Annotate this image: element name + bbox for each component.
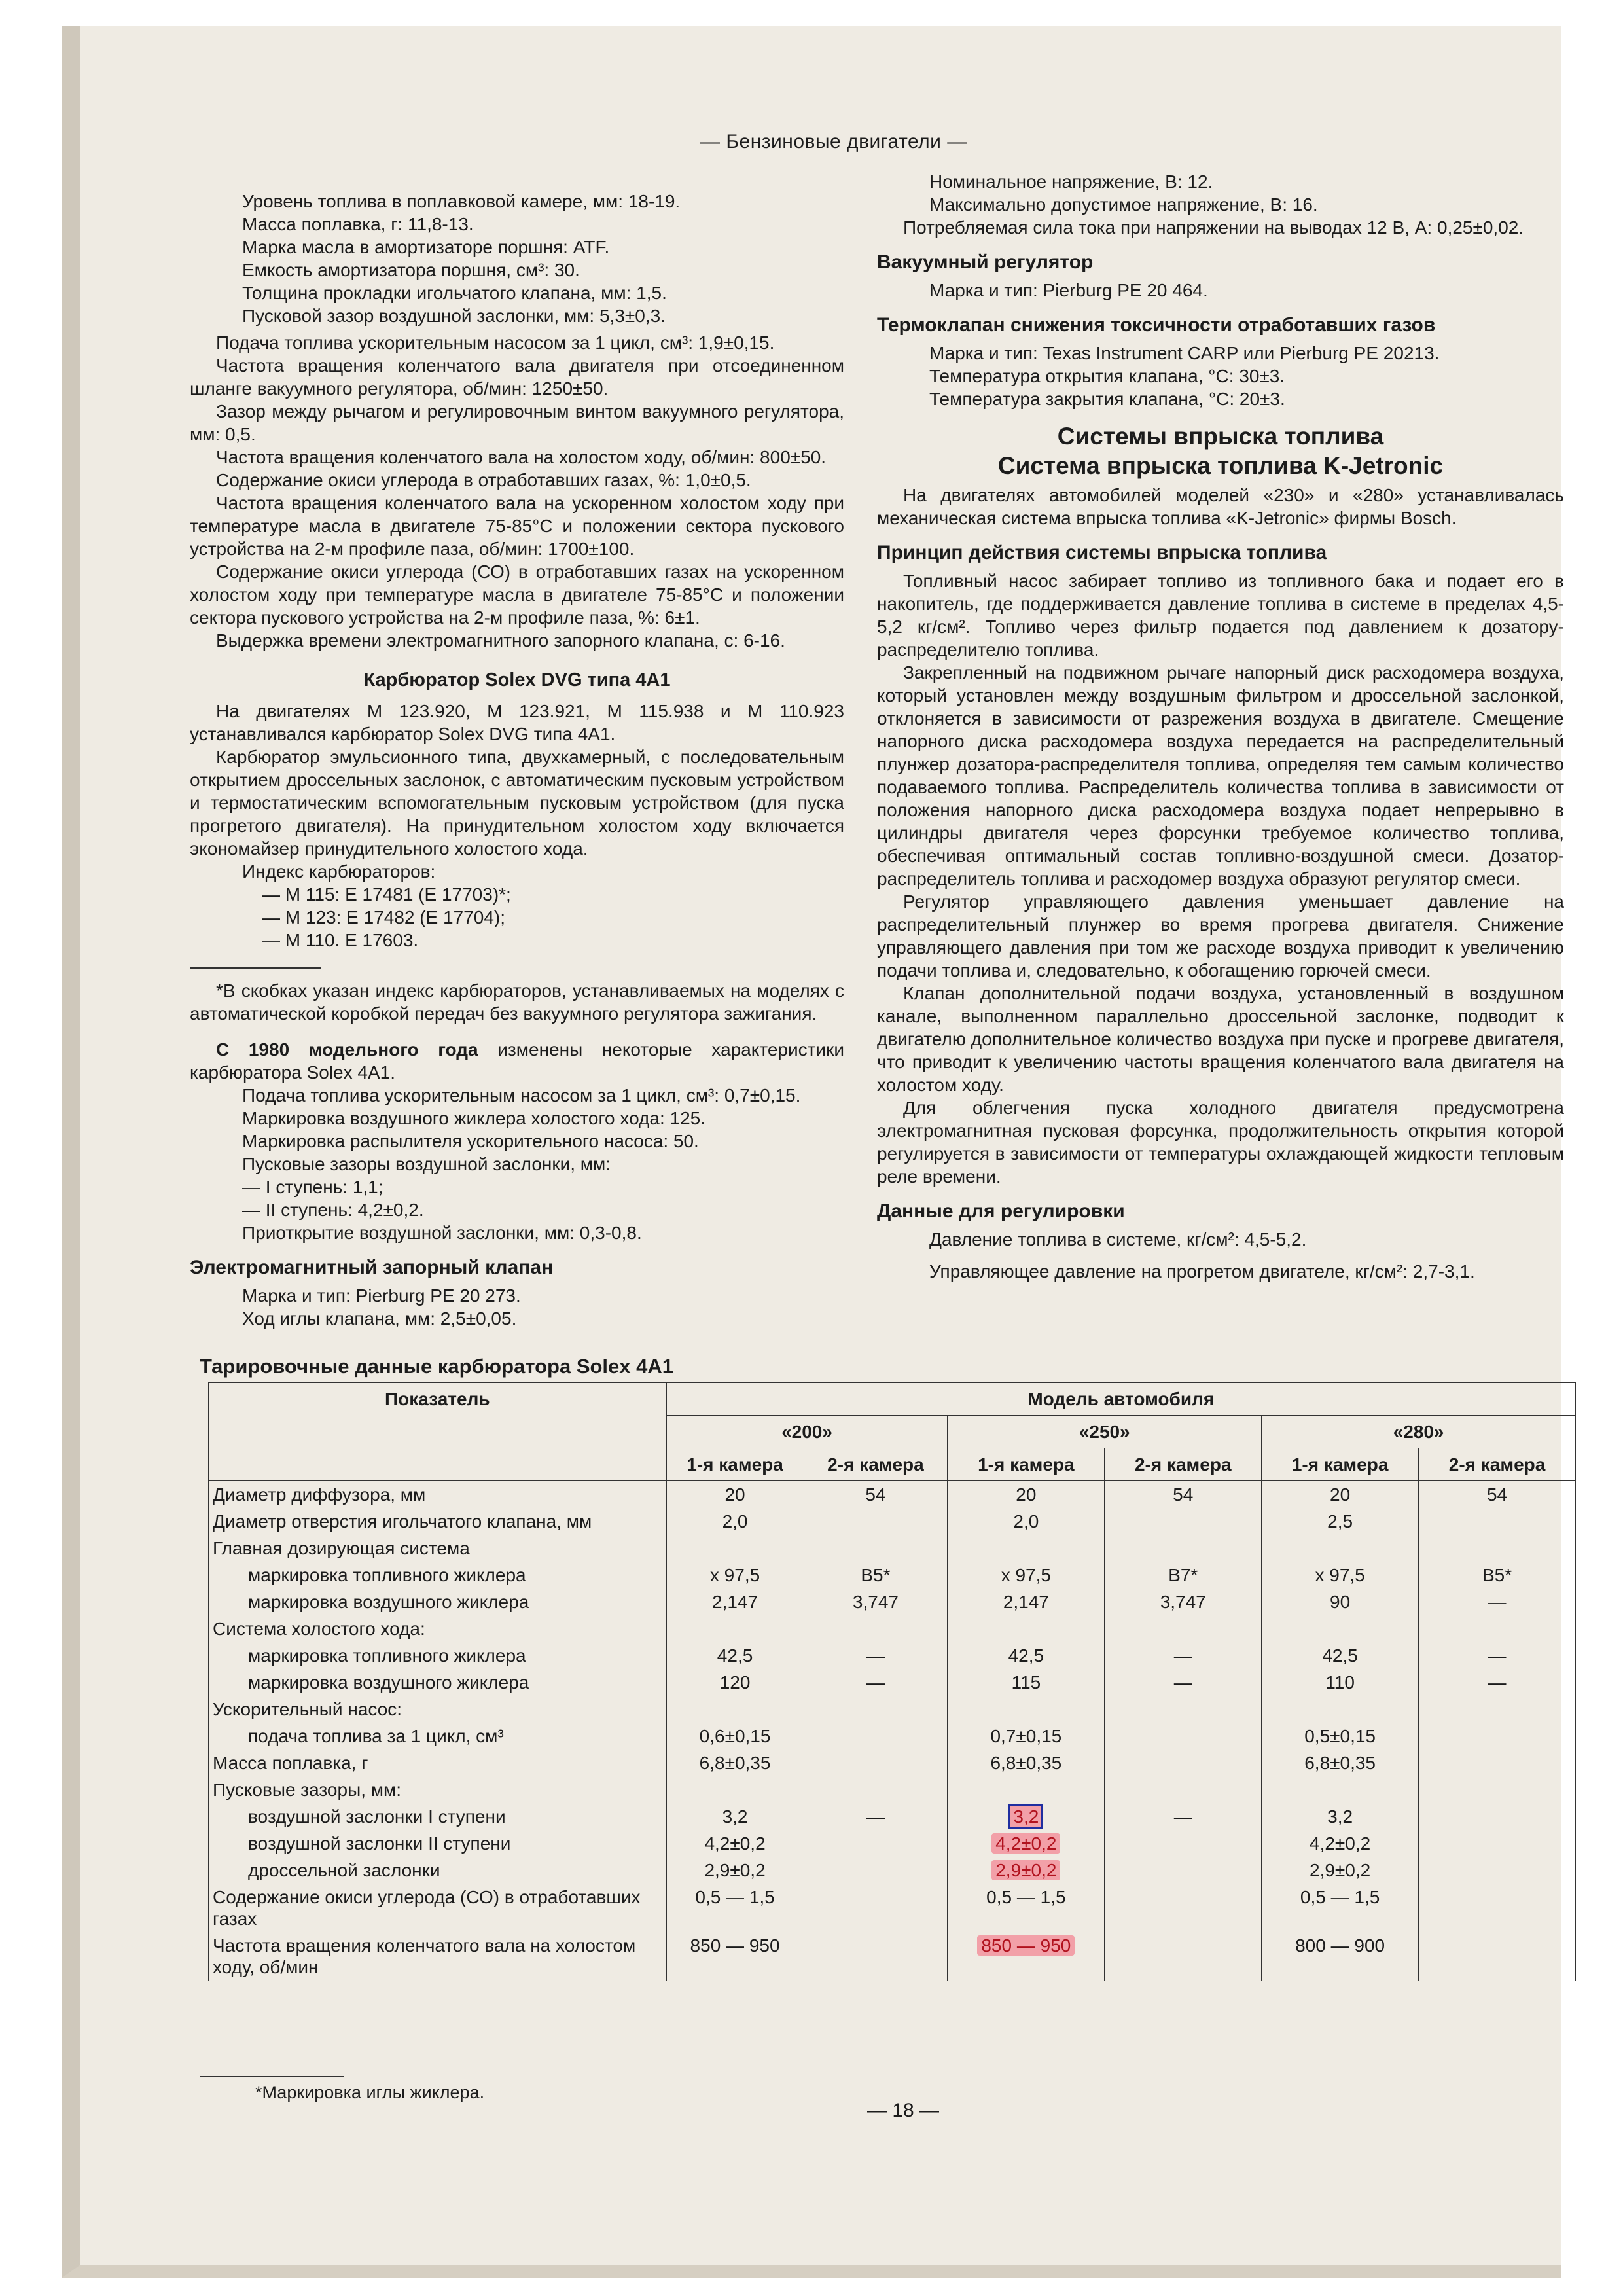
- table-cell: [948, 1669, 1105, 1696]
- table-cell: [1105, 1669, 1262, 1696]
- table-cell: [804, 1588, 948, 1615]
- table-cell: [666, 1535, 804, 1562]
- table-cell: [948, 1562, 1105, 1588]
- row-label: Частота вращения коленчатого вала на холостом ходу, об/мин: [209, 1932, 667, 1981]
- table-cell: [1105, 1932, 1262, 1981]
- footnote-separator: [190, 967, 321, 969]
- cell-value: 120: [719, 1672, 751, 1693]
- table-cell: [1419, 1535, 1576, 1562]
- table-cell: [804, 1803, 948, 1830]
- table-cell: [804, 1776, 948, 1803]
- table-row: [209, 1642, 1576, 1669]
- row-label: дроссельной заслонки: [209, 1857, 667, 1884]
- table-cell: [666, 1776, 804, 1803]
- header-chamber: 2-я камера: [1419, 1448, 1576, 1481]
- table-cell: [1105, 1588, 1262, 1615]
- header-model-280: «280»: [1262, 1416, 1576, 1448]
- table-cell: [948, 1857, 1105, 1884]
- table-row: [209, 1562, 1576, 1588]
- left-column: [190, 190, 844, 1330]
- param-line: Номинальное напряжение, В: 12.: [929, 171, 1213, 192]
- table-cell: [1105, 1830, 1262, 1857]
- table-cell: [1105, 1803, 1262, 1830]
- cell-value: 42,5: [717, 1645, 753, 1666]
- cell-value: —: [1488, 1592, 1507, 1612]
- param-line: Температура закрытия клапана, °С: 20±3.: [929, 389, 1285, 409]
- table-row: [209, 1830, 1576, 1857]
- table-cell: [1262, 1803, 1419, 1830]
- table-cell: [1262, 1535, 1419, 1562]
- table-cell: [1419, 1857, 1576, 1884]
- cell-value: 2,5: [1327, 1511, 1353, 1532]
- param-line: Марка и тип: Pierburg PE 20 464.: [929, 280, 1208, 300]
- cell-value: 2,9±0,2: [1310, 1860, 1371, 1880]
- table-cell: [1419, 1669, 1576, 1696]
- paragraph: Подача топлива ускорительным насосом за 1 цикл, см³: 1,9±0,15.: [216, 332, 775, 353]
- table-cell: [666, 1642, 804, 1669]
- cell-value: 2,9±0,2: [704, 1860, 766, 1880]
- cell-value: —: [1173, 1645, 1192, 1666]
- paragraph: Содержание окиси углерода (СО) в отработавших газах на ускоренном холостом ходу при температуре масла в двигателе 75-85°С и положении сектора пускового устройства на 2-м профиле паза, %: 6±1.: [190, 562, 844, 628]
- table-cell: [804, 1884, 948, 1932]
- page-number: — 18 —: [867, 2100, 940, 2121]
- param-line: Емкость амортизатора поршня, см³: 30.: [242, 260, 580, 280]
- param-line: Приоткрытие воздушной заслонки, мм: 0,3-0,8.: [242, 1223, 642, 1243]
- header-chamber: 1-я камера: [666, 1448, 804, 1481]
- cell-value: x 97,5: [1001, 1565, 1051, 1585]
- index-item: — М 123: Е 17482 (Е 17704);: [262, 907, 505, 927]
- cell-value: 800 — 900: [1295, 1935, 1385, 1956]
- paragraph: Закрепленный на подвижном рычаге напорный диск расходомера воздуха, который установлен между воздушным фильтром и дроссельной заслонкой, отклоняется в зависимости от разрежения воздуха в двигателе. Смещение напорного диска расходомера воздуха передается на распределительный плунжер дозатора-распределителя топлива, определяя тем самым количество подаваемого топлива. Распределитель количества топлива в зависимости от положения напорного диска расходомера воздуха подает непрерывно в цилиндры двигателя через форсунки требуемое количество топлива, обеспечивая оптимальный состав топливно-воздушной смеси. Дозатор-распределитель топлива и расходомер воздуха образуют регулятор смеси.: [877, 662, 1564, 889]
- cell-value: 3,2: [1008, 1804, 1043, 1829]
- row-label: Пусковые зазоры, мм:: [209, 1776, 667, 1803]
- cell-value: —: [1488, 1645, 1507, 1666]
- table-cell: [948, 1588, 1105, 1615]
- table-cell: [948, 1884, 1105, 1932]
- section-heading-injection: Системы впрыска топлива: [1057, 423, 1384, 450]
- cell-value: 2,0: [1013, 1511, 1039, 1532]
- table-cell: [666, 1803, 804, 1830]
- row-label: Главная дозирующая система: [209, 1535, 667, 1562]
- cell-value: 4,2±0,2: [991, 1833, 1060, 1854]
- table-cell: [1262, 1481, 1419, 1509]
- param-line: Марка масла в амортизаторе поршня: ATF.: [242, 237, 610, 257]
- table-cell: [948, 1508, 1105, 1535]
- cell-value: 3,747: [852, 1592, 899, 1612]
- table-row: [209, 1884, 1576, 1932]
- param-line: Температура открытия клапана, °С: 30±3.: [929, 366, 1285, 386]
- table-cell: [1105, 1535, 1262, 1562]
- table-cell: [1105, 1723, 1262, 1749]
- cell-value: 20: [724, 1484, 745, 1505]
- cell-value: x 97,5: [709, 1565, 760, 1585]
- table-cell: [804, 1535, 948, 1562]
- param-line: Максимально допустимое напряжение, В: 16.: [929, 194, 1318, 215]
- table-cell: [948, 1535, 1105, 1562]
- table-cell: [1419, 1562, 1576, 1588]
- table-cell: [804, 1857, 948, 1884]
- cell-value: 20: [1016, 1484, 1037, 1505]
- paragraph: Зазор между рычагом и регулировочным винтом вакуумного регулятора, мм: 0,5.: [190, 401, 844, 444]
- cell-value: 0,5 — 1,5: [1300, 1887, 1380, 1907]
- row-label: Система холостого хода:: [209, 1615, 667, 1642]
- paragraph: Регулятор управляющего давления уменьшает давление на распределительный плунжер во время прогрева двигателя. Снижение управляющего давления при том же расходе воздуха приводит к увеличению подачи топлива и, следовательно, к обогащению горючей смеси.: [877, 891, 1564, 980]
- table-cell: [666, 1830, 804, 1857]
- paragraph: Клапан дополнительной подачи воздуха, установленный в воздушном канале, выполненном параллельно дроссельной заслонке, подводит к двигателю дополнительное количество воздуха при пуске и прогреве двигателя, что приводит к увеличению частоты вращения коленчатого вала двигателя на холостом ходу.: [877, 983, 1564, 1095]
- cell-value: 850 — 950: [690, 1935, 780, 1956]
- cell-value: 115: [1011, 1672, 1041, 1693]
- table-cell: [1419, 1932, 1576, 1981]
- param-line: Пусковой зазор воздушной заслонки, мм: 5,3±0,3.: [242, 306, 666, 326]
- paragraph: На двигателях автомобилей моделей «230» и «280» устанавливалась механическая система впрыска топлива «K-Jetronic» фирмы Bosch.: [877, 485, 1564, 528]
- table-cell: [1262, 1642, 1419, 1669]
- row-label: Содержание окиси углерода (СО) в отработавших газах: [209, 1884, 667, 1932]
- table-cell: [1419, 1723, 1576, 1749]
- table-cell: [1419, 1696, 1576, 1723]
- row-label: маркировка воздушного жиклера: [209, 1588, 667, 1615]
- table-cell: [666, 1857, 804, 1884]
- cell-value: 2,0: [722, 1511, 748, 1532]
- section-heading-vacuum: Вакуумный регулятор: [877, 251, 1094, 273]
- cell-value: —: [866, 1806, 885, 1827]
- table-cell: [1262, 1508, 1419, 1535]
- paragraph: Потребляемая сила тока при напряжении на выводах 12 В, А: 0,25±0,02.: [903, 217, 1524, 238]
- header-model-250: «250»: [948, 1416, 1262, 1448]
- table-row: [209, 1857, 1576, 1884]
- running-head: — Бензиновые двигатели —: [700, 131, 967, 152]
- table-cell: [1419, 1508, 1576, 1535]
- table-cell: [1262, 1932, 1419, 1981]
- table-cell: [1419, 1588, 1576, 1615]
- cell-value: 6,8±0,35: [990, 1753, 1062, 1773]
- param-line: Подача топлива ускорительным насосом за 1 цикл, см³: 0,7±0,15.: [242, 1085, 801, 1105]
- cell-value: 0,7±0,15: [990, 1726, 1062, 1746]
- paragraph: Содержание окиси углерода в отработавших газах, %: 1,0±0,5.: [216, 470, 751, 490]
- param-line: Марка и тип: Pierburg PE 20 273.: [242, 1285, 521, 1306]
- table-cell: [666, 1669, 804, 1696]
- param-line: Давление топлива в системе, кг/см²: 4,5-5,2.: [929, 1229, 1307, 1249]
- index-item: — М 110. Е 17603.: [262, 930, 419, 950]
- table-row: [209, 1508, 1576, 1535]
- table-cell: [1262, 1696, 1419, 1723]
- paragraph: Для облегчения пуска холодного двигателя предусмотрена электромагнитная пусковая форсунка, продолжительность открытия которой регулируется в зависимости от температуры охлаждающей жидкости тепловым реле времени.: [877, 1098, 1564, 1187]
- table-cell: [666, 1749, 804, 1776]
- paragraph: Частота вращения коленчатого вала двигателя при отсоединенном шланге вакуумного регулятора, об/мин: 1250±50.: [190, 355, 844, 399]
- cell-value: 3,747: [1160, 1592, 1206, 1612]
- table-cell: [804, 1642, 948, 1669]
- gap-item: — II ступень: 4,2±0,2.: [242, 1200, 424, 1220]
- table-cell: [666, 1723, 804, 1749]
- section-heading-solex: Карбюратор Solex DVG типа 4А1: [363, 670, 671, 691]
- table-row: [209, 1803, 1576, 1830]
- cell-value: —: [1173, 1806, 1192, 1827]
- table-row: [209, 1535, 1576, 1562]
- table-row: [209, 1776, 1576, 1803]
- section-heading-thermo: Термоклапан снижения токсичности отработавших газов: [877, 314, 1436, 336]
- table-cell: [1262, 1669, 1419, 1696]
- section-heading-adjust: Данные для регулировки: [877, 1200, 1125, 1222]
- row-label: подача топлива за 1 цикл, см³: [209, 1723, 667, 1749]
- table-body: [209, 1481, 1576, 1981]
- table-cell: [1105, 1749, 1262, 1776]
- table-cell: [804, 1615, 948, 1642]
- table-cell: [666, 1615, 804, 1642]
- section-heading-valve: Электромагнитный запорный клапан: [190, 1257, 554, 1278]
- cell-value: 2,147: [1003, 1592, 1049, 1612]
- table-cell: [666, 1884, 804, 1932]
- table-cell: [666, 1696, 804, 1723]
- table-cell: [948, 1749, 1105, 1776]
- table-row: [209, 1615, 1576, 1642]
- table-cell: [948, 1642, 1105, 1669]
- table-cell: [1105, 1696, 1262, 1723]
- paragraph: Частота вращения коленчатого вала на ускоренном холостом ходу при температуре масла в двигателе 75-85°С и положении сектора пускового устройства на 2-м профиле паза, об/мин: 1700±100.: [190, 493, 844, 559]
- row-label: воздушной заслонки I ступени: [209, 1803, 667, 1830]
- table-cell: [1419, 1803, 1576, 1830]
- table-cell: [804, 1508, 948, 1535]
- table-cell: [948, 1803, 1105, 1830]
- table-row: [209, 1669, 1576, 1696]
- cell-value: 110: [1325, 1672, 1355, 1693]
- table-title: Тарировочные данные карбюратора Solex 4А1: [200, 1355, 674, 1378]
- table-row: [209, 1696, 1576, 1723]
- table-cell: [1262, 1776, 1419, 1803]
- cell-value: B7*: [1168, 1565, 1198, 1585]
- row-label: Масса поплавка, г: [209, 1749, 667, 1776]
- cell-value: x 97,5: [1315, 1565, 1365, 1585]
- table-cell: [1105, 1562, 1262, 1588]
- row-label: маркировка воздушного жиклера: [209, 1669, 667, 1696]
- table-cell: [948, 1615, 1105, 1642]
- header-param: Показатель: [209, 1383, 667, 1481]
- paragraph: На двигателях М 123.920, М 123.921, М 115.938 и М 110.923 устанавливался карбюратор Solex DVG типа 4А1.: [190, 701, 844, 744]
- param-line: Масса поплавка, г: 11,8-13.: [242, 214, 474, 234]
- table-cell: [948, 1723, 1105, 1749]
- section-heading-kjetronic: Система впрыска топлива K-Jetronic: [997, 452, 1444, 479]
- table-cell: [948, 1830, 1105, 1857]
- cell-value: 4,2±0,2: [704, 1833, 766, 1854]
- table-cell: [1262, 1884, 1419, 1932]
- table-cell: [1105, 1508, 1262, 1535]
- cell-value: 2,9±0,2: [991, 1860, 1060, 1880]
- table-cell: [666, 1562, 804, 1588]
- table-row: [209, 1723, 1576, 1749]
- table-cell: [1262, 1830, 1419, 1857]
- table-cell: [804, 1562, 948, 1588]
- table-cell: [666, 1588, 804, 1615]
- index-item: — М 115: Е 17481 (Е 17703)*;: [262, 884, 511, 905]
- section-heading-principle: Принцип действия системы впрыска топлива: [877, 542, 1327, 564]
- param-line: Марка и тип: Texas Instrument CARP или Pierburg PE 20213.: [929, 343, 1440, 363]
- table-cell: [1105, 1481, 1262, 1509]
- calibration-table: [208, 1382, 1576, 1981]
- table-cell: [948, 1932, 1105, 1981]
- index-label: Индекс карбюраторов:: [242, 861, 436, 882]
- table-cell: [1419, 1642, 1576, 1669]
- cell-value: 0,5±0,15: [1304, 1726, 1376, 1746]
- row-label: маркировка топливного жиклера: [209, 1562, 667, 1588]
- header-chamber: 1-я камера: [948, 1448, 1105, 1481]
- table-cell: [1262, 1723, 1419, 1749]
- cell-value: B5*: [861, 1565, 891, 1585]
- gap-item: — I ступень: 1,1;: [242, 1177, 383, 1197]
- table-cell: [804, 1696, 948, 1723]
- cell-value: —: [1488, 1672, 1507, 1693]
- row-label: воздушной заслонки II ступени: [209, 1830, 667, 1857]
- param-line: Ход иглы клапана, мм: 2,5±0,05.: [242, 1308, 517, 1329]
- table-cell: [804, 1830, 948, 1857]
- table-cell: [1262, 1749, 1419, 1776]
- cell-value: 850 — 950: [977, 1935, 1075, 1956]
- param-line: Маркировка воздушного жиклера холостого хода: 125.: [242, 1108, 706, 1128]
- table-cell: [1105, 1884, 1262, 1932]
- table-cell: [804, 1749, 948, 1776]
- param-line: Маркировка распылителя ускорительного насоса: 50.: [242, 1131, 699, 1151]
- footnote-note: *В скобках указан индекс карбюраторов, устанавливаемых на моделях с автоматической коробкой передач без вакуумного регулятора зажигания.: [190, 980, 844, 1024]
- table-cell: [804, 1932, 948, 1981]
- cell-value: —: [866, 1645, 885, 1666]
- cell-value: 20: [1330, 1484, 1351, 1505]
- table-cell: [1419, 1884, 1576, 1932]
- param-line: Пусковые зазоры воздушной заслонки, мм:: [242, 1154, 611, 1174]
- cell-value: 42,5: [1322, 1645, 1358, 1666]
- paragraph: Топливный насос забирает топливо из топливного бака и подает его в накопитель, где поддерживается давление топлива в системе в пределах 4,5-5,2 кг/см². Топливо через фильтр подается под давлением к дозатору-распределителю топлива.: [877, 571, 1564, 660]
- row-label: Диаметр отверстия игольчатого клапана, мм: [209, 1508, 667, 1535]
- row-label: Ускорительный насос:: [209, 1696, 667, 1723]
- cell-value: 0,5 — 1,5: [986, 1887, 1066, 1907]
- header-model: Модель автомобиля: [666, 1383, 1575, 1416]
- table-cell: [1262, 1562, 1419, 1588]
- paragraph: Частота вращения коленчатого вала на холостом ходу, об/мин: 800±50.: [216, 447, 827, 467]
- table-row: [209, 1932, 1576, 1981]
- paragraph: Выдержка времени электромагнитного запорного клапана, с: 6-16.: [216, 630, 785, 651]
- header-chamber: 2-я камера: [1105, 1448, 1262, 1481]
- paragraph-1980: [190, 1038, 844, 1084]
- table-cell: [1419, 1830, 1576, 1857]
- table-cell: [1105, 1642, 1262, 1669]
- table-cell: [804, 1723, 948, 1749]
- cell-value: 0,5 — 1,5: [695, 1887, 775, 1907]
- param-line: Уровень топлива в поплавковой камере, мм: 18-19.: [242, 191, 681, 211]
- cell-value: 90: [1330, 1592, 1351, 1612]
- table-cell: [1419, 1749, 1576, 1776]
- right-column: [877, 170, 1564, 1283]
- table-cell: [1262, 1615, 1419, 1642]
- cell-value: 6,8±0,35: [1304, 1753, 1376, 1773]
- paragraph-rest: изменены некоторые характеристики карбюратора Solex 4А1.: [190, 1039, 844, 1083]
- table-cell: [1105, 1857, 1262, 1884]
- table-cell: [804, 1481, 948, 1509]
- table-cell: [948, 1776, 1105, 1803]
- cell-value: 54: [865, 1484, 886, 1505]
- header-chamber: 2-я камера: [804, 1448, 948, 1481]
- table-cell: [666, 1481, 804, 1509]
- table-footnote: *Маркировка иглы жиклера.: [255, 2083, 485, 2102]
- table-row: [209, 1481, 1576, 1509]
- header-chamber: 1-я камера: [1262, 1448, 1419, 1481]
- cell-value: B5*: [1482, 1565, 1512, 1585]
- header-model-200: «200»: [666, 1416, 948, 1448]
- cell-value: 3,2: [722, 1806, 748, 1827]
- cell-value: 2,147: [712, 1592, 758, 1612]
- cell-value: 3,2: [1327, 1806, 1353, 1827]
- cell-value: 54: [1173, 1484, 1194, 1505]
- param-line: Управляющее давление на прогретом двигателе, кг/см²: 2,7-3,1.: [929, 1261, 1475, 1282]
- cell-value: 4,2±0,2: [1310, 1833, 1371, 1854]
- table-cell: [1262, 1588, 1419, 1615]
- param-line: Толщина прокладки игольчатого клапана, мм: 1,5.: [242, 283, 667, 303]
- table-cell: [666, 1932, 804, 1981]
- table-cell: [948, 1481, 1105, 1509]
- footnote-separator: [200, 2076, 344, 2077]
- cell-value: 42,5: [1008, 1645, 1044, 1666]
- bold-lead: С 1980 модельного года: [216, 1039, 478, 1060]
- cell-value: 54: [1486, 1484, 1508, 1505]
- table-cell: [804, 1669, 948, 1696]
- table-cell: [1262, 1857, 1419, 1884]
- table-cell: [1419, 1481, 1576, 1509]
- table-cell: [666, 1508, 804, 1535]
- cell-value: —: [1173, 1672, 1192, 1693]
- table-cell: [1419, 1776, 1576, 1803]
- cell-value: 0,6±0,15: [699, 1726, 771, 1746]
- cell-value: 6,8±0,35: [699, 1753, 771, 1773]
- table-cell: [948, 1696, 1105, 1723]
- cell-value: —: [866, 1672, 885, 1693]
- table-cell: [1105, 1776, 1262, 1803]
- row-label: маркировка топливного жиклера: [209, 1642, 667, 1669]
- table-cell: [1105, 1615, 1262, 1642]
- table-row: [209, 1588, 1576, 1615]
- row-label: Диаметр диффузора, мм: [209, 1481, 667, 1509]
- table-row: [209, 1749, 1576, 1776]
- table-cell: [1419, 1615, 1576, 1642]
- paragraph: Карбюратор эмульсионного типа, двухкамерный, с последовательным открытием дроссельных заслонок, с автоматическим пусковым устройством и термостатическим вспомогательным пусковым устройством (для пуска прогретого двигателя). На принудительном холостом ходу включается экономайзер принудительного холостого хода.: [190, 747, 844, 859]
